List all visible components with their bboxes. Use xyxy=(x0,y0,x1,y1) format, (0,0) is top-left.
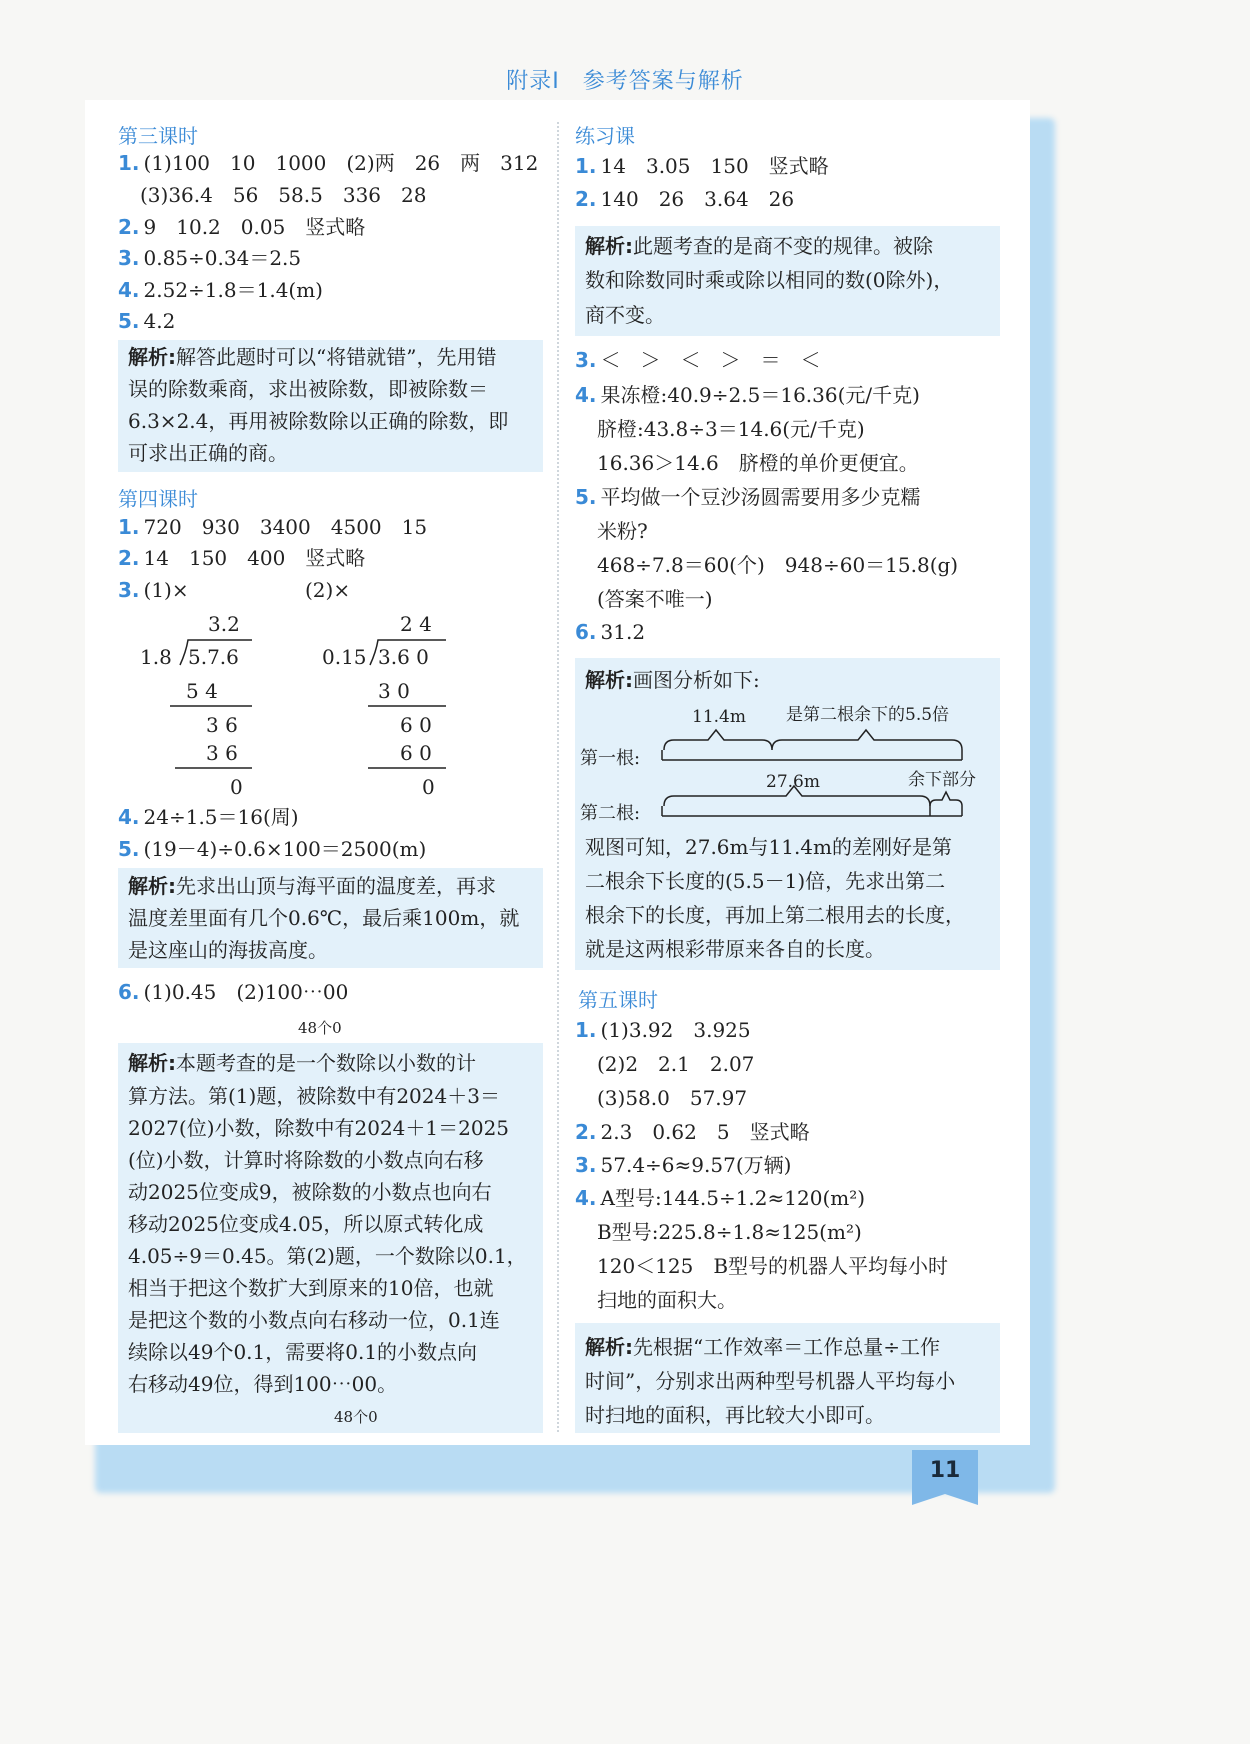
section-title: 第五课时 xyxy=(578,988,658,1012)
answer-line: 4. 果冻橙:40.9÷2.5＝16.36(元/千克) xyxy=(575,383,920,407)
answer-line: 468÷7.8＝60(个) 948÷60＝15.8(g) xyxy=(597,553,959,577)
answer-line: (2)2 2.1 2.07 xyxy=(597,1052,755,1076)
division-step: 3 6 xyxy=(206,741,238,765)
analysis-line: 续除以49个0.1，需要将0.1的小数点向 xyxy=(128,1340,478,1364)
answer-line: 2. 140 26 3.64 26 xyxy=(575,187,795,211)
analysis-line: 右移动49位，得到100⋯00。 xyxy=(128,1372,398,1396)
section-title: 第三课时 xyxy=(118,124,198,148)
analysis-line: 解析:解答此题时可以“将错就错”，先用错 xyxy=(128,345,497,369)
analysis-line: 二根余下长度的(5.5－1)倍，先求出第二 xyxy=(585,869,946,893)
brace-note: 48个0 xyxy=(298,1019,342,1037)
answer-line: 3. 0.85÷0.34＝2.5 xyxy=(118,246,302,270)
analysis-line: 根余下的长度，再加上第二根用去的长度， xyxy=(585,903,965,927)
division-quotient: 2 4 xyxy=(400,612,432,636)
analysis-line: 解析:先根据“工作效率＝工作总量÷工作 xyxy=(585,1335,940,1359)
division-divisor: 0.15 xyxy=(322,645,367,669)
answer-line: 5. 平均做一个豆沙汤圆需要用多少克糯 xyxy=(575,485,921,509)
answer-line: 米粉? xyxy=(597,519,648,543)
answer-line: 1. (1)3.92 3.925 xyxy=(575,1018,751,1042)
analysis-line: 是这座山的海拔高度。 xyxy=(128,938,328,962)
length-label: 27.6m xyxy=(766,772,820,792)
answer-line: B型号:225.8÷1.8≈125(m²) xyxy=(597,1220,862,1244)
analysis-line: 时间”，分别求出两种型号机器人平均每小 xyxy=(585,1369,956,1393)
rope-2-label: 第二根: xyxy=(580,803,641,824)
page-header: 附录Ⅰ 参考答案与解析 xyxy=(506,69,744,94)
analysis-line: 观图可知，27.6m与11.4m的差刚好是第 xyxy=(585,835,952,859)
analysis-line: 动2025位变成9，被除数的小数点也向右 xyxy=(128,1180,492,1204)
note-label: 余下部分 xyxy=(908,770,976,790)
answer-line: 2. 2.3 0.62 5 竖式略 xyxy=(575,1120,810,1144)
answer-line: 脐橙:43.8÷3＝14.6(元/千克) xyxy=(597,417,865,441)
answer-line: 2. 14 150 400 竖式略 xyxy=(118,546,366,570)
division-step: 0 xyxy=(422,775,435,799)
division-step: 6 0 xyxy=(400,741,432,765)
page-number: 11 xyxy=(929,1458,961,1483)
division-step: 3 6 xyxy=(206,713,238,737)
answer-line: (3)58.0 57.97 xyxy=(597,1086,748,1110)
analysis-line: 相当于把这个数扩大到原来的10倍，也就 xyxy=(128,1276,494,1300)
analysis-line: 解析:本题考查的是一个数除以小数的计 xyxy=(128,1051,476,1075)
section-title: 练习课 xyxy=(575,124,635,148)
answer-line: (答案不唯一) xyxy=(597,587,713,611)
analysis-line: 温度差里面有几个0.6℃，最后乘100m，就 xyxy=(128,906,520,930)
answer-line: 120＜125 B型号的机器人平均每小时 xyxy=(597,1254,949,1278)
analysis-line: 4.05÷9＝0.45。第(2)题，一个数除以0.1， xyxy=(128,1244,527,1268)
analysis-line: 时扫地的面积，再比较大小即可。 xyxy=(585,1403,885,1427)
analysis-line: 是把这个数的小数点向右移动一位，0.1连 xyxy=(128,1308,500,1332)
answer-line: (3)36.4 56 58.5 336 28 xyxy=(140,183,427,207)
answer-line: 6. 31.2 xyxy=(575,620,646,644)
answer-line: 4. A型号:144.5÷1.2≈120(m²) xyxy=(575,1186,866,1210)
answer-line: 3. (1)× xyxy=(118,578,189,602)
division-dividend: 5.7.6 xyxy=(188,645,239,669)
section-title: 第四课时 xyxy=(118,487,198,511)
analysis-line: 6.3×2.4，再用被除数除以正确的除数，即 xyxy=(128,409,509,433)
division-divisor: 1.8 xyxy=(140,645,172,669)
analysis-line: 商不变。 xyxy=(585,303,665,327)
analysis-line: 可求出正确的商。 xyxy=(128,441,288,465)
analysis-line: 就是这两根彩带原来各自的长度。 xyxy=(585,937,885,961)
brace-3 xyxy=(930,792,962,806)
division-step: 6 0 xyxy=(400,713,432,737)
answer-line: (2)× xyxy=(305,578,351,602)
rope-1-label: 第一根: xyxy=(580,748,641,769)
answer-line: 4. 24÷1.5＝16(周) xyxy=(118,805,299,829)
answer-line: 16.36＞14.6 脐橙的单价更便宜。 xyxy=(597,451,919,475)
analysis-line: 解析:先求出山顶与海平面的温度差，再求 xyxy=(128,874,496,898)
division-step: 0 xyxy=(230,775,243,799)
answer-line: 4. 2.52÷1.8＝1.4(m) xyxy=(118,278,323,302)
analysis-line: 误的除数乘商，求出被除数，即被除数＝ xyxy=(128,377,488,401)
analysis-line: 解析:画图分析如下: xyxy=(585,668,760,692)
analysis-line: 解析:此题考查的是商不变的规律。被除 xyxy=(585,234,933,258)
note-label: 是第二根余下的5.5倍 xyxy=(786,705,950,725)
division-step: 3 0 xyxy=(378,679,410,703)
answer-line: 6. (1)0.45 (2)100⋯00 xyxy=(118,980,349,1004)
answer-line: 1. (1)100 10 1000 (2)两 26 两 312 xyxy=(118,151,539,175)
brace-note: 48个0 xyxy=(334,1408,378,1426)
analysis-line: 移动2025位变成4.05，所以原式转化成 xyxy=(128,1212,484,1236)
answer-line: 3. 57.4÷6≈9.57(万辆) xyxy=(575,1153,792,1177)
analysis-line: (位)小数，计算时将除数的小数点向右移 xyxy=(128,1148,484,1172)
answer-line: 1. 14 3.05 150 竖式略 xyxy=(575,154,829,178)
answer-line: 1. 720 930 3400 4500 15 xyxy=(118,515,428,539)
brace-1 xyxy=(664,730,962,750)
answer-line: 2. 9 10.2 0.05 竖式略 xyxy=(118,215,366,239)
division-quotient: 3.2 xyxy=(208,612,240,636)
division-dividend: 3.6 0 xyxy=(378,645,429,669)
analysis-line: 数和除数同时乘或除以相同的数(0除外)， xyxy=(585,268,954,292)
answer-line: 3. ＜ ＞ ＜ ＞ ＝ ＜ xyxy=(575,348,821,372)
answer-line: 5. (19－4)÷0.6×100＝2500(m) xyxy=(118,837,427,861)
answer-line: 扫地的面积大。 xyxy=(597,1288,737,1312)
division-step: 5 4 xyxy=(186,679,218,703)
answer-line: 5. 4.2 xyxy=(118,309,176,333)
analysis-line: 算方法。第(1)题，被除数中有2024＋3＝ xyxy=(128,1084,500,1108)
analysis-line: 2027(位)小数，除数中有2024＋1＝2025 xyxy=(128,1116,510,1140)
length-label: 11.4m xyxy=(692,707,746,727)
